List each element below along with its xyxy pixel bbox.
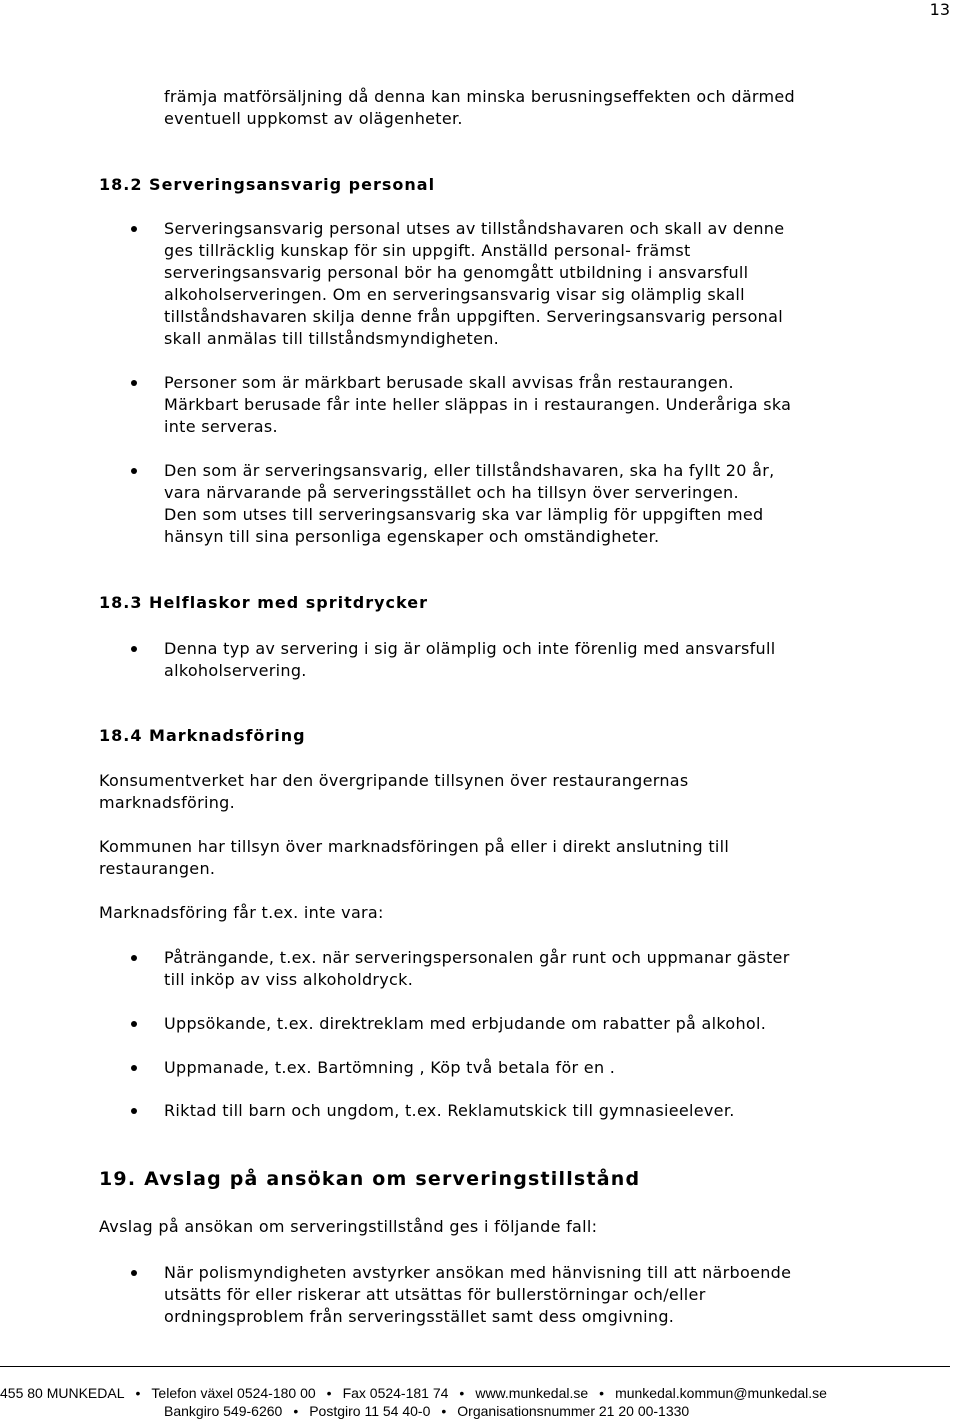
list-item bbox=[164, 218, 784, 350]
separator-dot: • bbox=[599, 1385, 605, 1401]
text-line: Den som är serveringsansvarig, eller tillståndshavaren, ska ha fyllt 20 år, bbox=[164, 461, 775, 480]
text-line: vara närvarande på serveringsstället och ha tillsyn över serveringen. bbox=[164, 483, 739, 502]
text-line: ordningsproblem från serveringsstället samt dess omgivning. bbox=[164, 1307, 675, 1326]
footer-address: 455 80 MUNKEDAL bbox=[0, 1385, 125, 1401]
text-line: Personer som är märkbart berusade skall avvisas från restaurangen. bbox=[164, 373, 734, 392]
list-item: Riktad till barn och ungdom, t.ex. Reklamutskick till gymnasieelever. bbox=[164, 1101, 735, 1120]
text-line: Kommunen har tillsyn över marknadsföringen på eller i direkt anslutning till bbox=[99, 837, 730, 856]
list-item bbox=[164, 1262, 791, 1328]
footer-divider bbox=[0, 1366, 950, 1367]
section-heading-18-3: 18.3 Helflaskor med spritdrycker bbox=[99, 593, 428, 612]
page-number: 13 bbox=[929, 0, 950, 19]
paragraph bbox=[99, 770, 689, 814]
text-line: hänsyn till sina personliga egenskaper och omständigheter. bbox=[164, 527, 660, 546]
bullet-icon bbox=[131, 226, 137, 232]
text-line: eventuell uppkomst av olägenheter. bbox=[164, 109, 463, 128]
bullet-icon bbox=[131, 1108, 137, 1114]
footer-org-number: Organisationsnummer 21 20 00-1330 bbox=[457, 1403, 690, 1419]
bullet-icon bbox=[131, 380, 137, 386]
footer-row-1 bbox=[0, 1384, 827, 1402]
paragraph: Marknadsföring får t.ex. inte vara: bbox=[99, 903, 384, 922]
list-item: Uppsökande, t.ex. direktreklam med erbjudande om rabatter på alkohol. bbox=[164, 1014, 767, 1033]
list-item bbox=[164, 638, 775, 682]
bullet-icon bbox=[131, 468, 137, 474]
text-line: restaurangen. bbox=[99, 859, 216, 878]
paragraph bbox=[99, 836, 729, 880]
footer-fax: Fax 0524-181 74 bbox=[342, 1385, 449, 1401]
list-item: Uppmanade, t.ex. Bartömning , Köp två betala för en . bbox=[164, 1058, 616, 1077]
section-heading-19: 19. Avslag på ansökan om serveringstillstånd bbox=[99, 1168, 641, 1190]
text-line: tillståndshavaren skilja denne från uppgiften. Serveringsansvarig personal bbox=[164, 307, 783, 326]
bullet-icon bbox=[131, 1065, 137, 1071]
text-line: Påträngande, t.ex. när serveringspersonalen går runt och uppmanar gäster bbox=[164, 948, 790, 967]
bullet-icon bbox=[131, 1270, 137, 1276]
text-line: främja matförsäljning då denna kan minska berusningseffekten och därmed bbox=[164, 87, 796, 106]
text-line: inte serveras. bbox=[164, 417, 278, 436]
section-heading-18-2: 18.2 Serveringsansvarig personal bbox=[99, 175, 436, 194]
bullet-icon bbox=[131, 1021, 137, 1027]
separator-dot: • bbox=[326, 1385, 332, 1401]
text-line: Serveringsansvarig personal utses av tillståndshavaren och skall av denne bbox=[164, 219, 785, 238]
text-line: När polismyndigheten avstyrker ansökan med hänvisning till att närboende bbox=[164, 1263, 792, 1282]
footer-row-2 bbox=[164, 1402, 689, 1420]
text-line: till inköp av viss alkoholdryck. bbox=[164, 970, 414, 989]
separator-dot: • bbox=[459, 1385, 465, 1401]
list-item bbox=[164, 460, 775, 548]
separator-dot: • bbox=[135, 1385, 141, 1401]
separator-dot: • bbox=[441, 1403, 447, 1419]
text-line: Den som utses till serveringsansvarig ska var lämplig för uppgiften med bbox=[164, 505, 764, 524]
footer-phone: Telefon växel 0524-180 00 bbox=[151, 1385, 316, 1401]
bullet-icon bbox=[131, 955, 137, 961]
text-line: ges tillräcklig kunskap för sin uppgift. Anställd personal- främst bbox=[164, 241, 691, 260]
text-line: marknadsföring. bbox=[99, 793, 235, 812]
footer-bankgiro: Bankgiro 549-6260 bbox=[164, 1403, 283, 1419]
text-line: alkoholserveringen. Om en serveringsansvarig visar sig olämplig skall bbox=[164, 285, 745, 304]
text-line: serveringsansvarig personal bör ha genomgått utbildning i ansvarsfull bbox=[164, 263, 749, 282]
separator-dot: • bbox=[293, 1403, 299, 1419]
text-line: skall anmälas till tillståndsmyndigheten. bbox=[164, 329, 500, 348]
text-line: Konsumentverket har den övergripande tillsynen över restaurangernas bbox=[99, 771, 689, 790]
list-item bbox=[164, 947, 790, 991]
text-line: Märkbart berusade får inte heller släppas in i restaurangen. Underåriga ska bbox=[164, 395, 792, 414]
footer-email-link[interactable]: munkedal.kommun@munkedal.se bbox=[615, 1385, 827, 1401]
text-line: Denna typ av servering i sig är olämplig och inte förenlig med ansvarsfull bbox=[164, 639, 776, 658]
list-item bbox=[164, 372, 791, 438]
footer-website-link[interactable]: www.munkedal.se bbox=[475, 1385, 589, 1401]
intro-paragraph bbox=[164, 86, 795, 130]
section-heading-18-4: 18.4 Marknadsföring bbox=[99, 726, 306, 745]
bullet-icon bbox=[131, 646, 137, 652]
text-line: alkoholservering. bbox=[164, 661, 307, 680]
text-line: utsätts för eller riskerar att utsättas för bullerstörningar och/eller bbox=[164, 1285, 706, 1304]
paragraph: Avslag på ansökan om serveringstillstånd ges i följande fall: bbox=[99, 1217, 598, 1236]
footer-postgiro: Postgiro 11 54 40-0 bbox=[309, 1403, 431, 1419]
